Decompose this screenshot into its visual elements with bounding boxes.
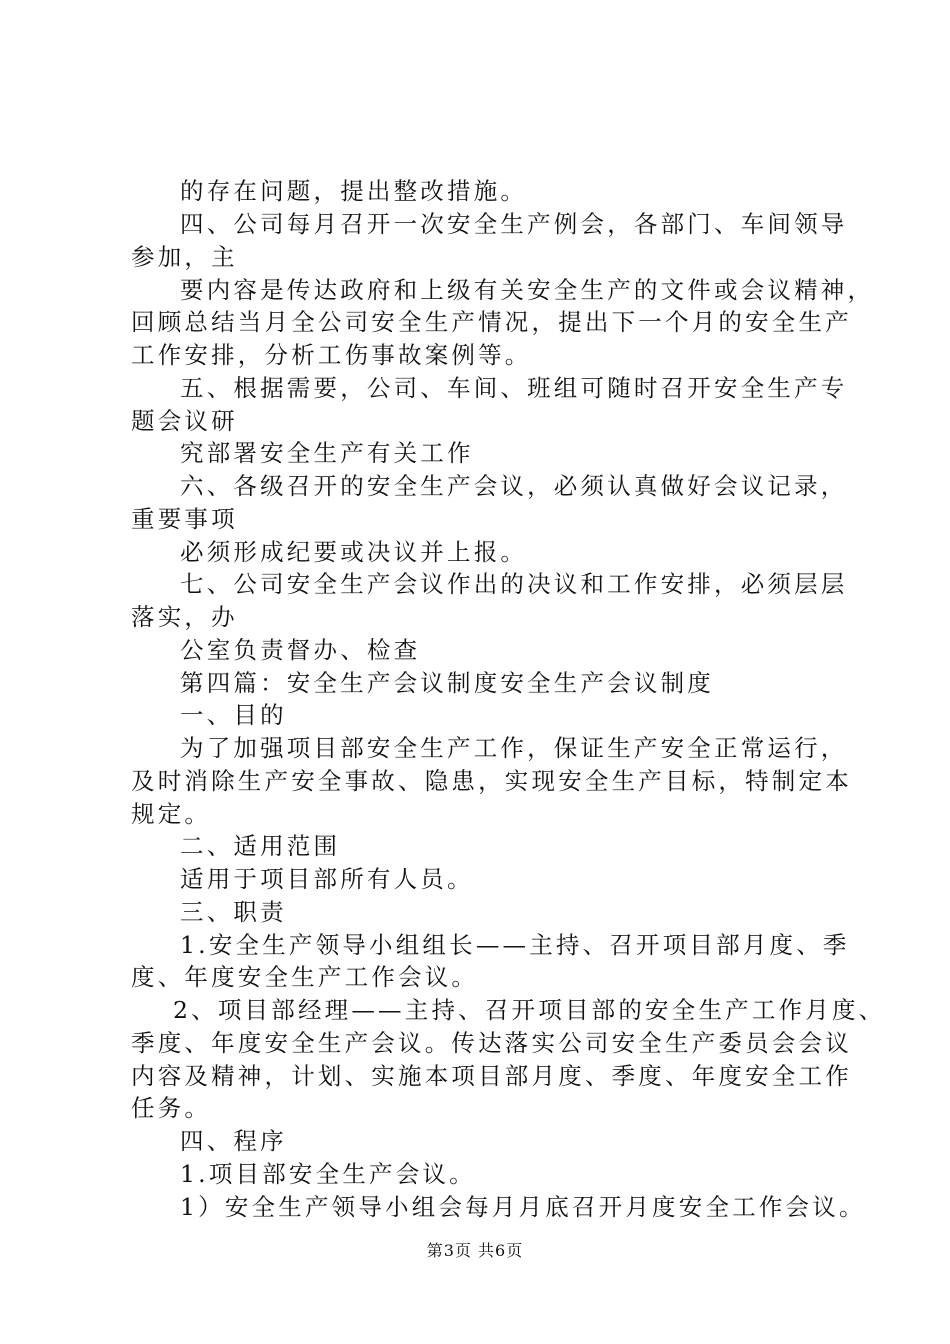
section-heading: 第四篇：安全生产会议制度安全生产会议制度 xyxy=(180,669,714,697)
text-line: 度、年度安全生产工作会议。 xyxy=(131,963,479,991)
text-line: 六、各级召开的安全生产会议，必须认真做好会议记录， xyxy=(180,472,848,500)
subsection-heading: 二、适用范围 xyxy=(180,832,341,860)
subsection-heading: 三、职责 xyxy=(180,898,287,926)
text-line: 参加，主 xyxy=(131,243,238,271)
text-line: 必须形成纪要或决议并上报。 xyxy=(180,538,528,566)
text-line: 工作安排，分析工伤事故案例等。 xyxy=(131,341,532,369)
text-line: 的存在问题，提出整改措施。 xyxy=(180,177,528,205)
page-number: 第3页 共6页 xyxy=(426,1241,524,1260)
text-line: 五、根据需要，公司、车间、班组可随时召开安全生产专 xyxy=(180,374,848,402)
text-line: 题会议研 xyxy=(131,407,238,435)
text-line: 究部署安全生产有关工作 xyxy=(180,439,474,467)
text-line: 回顾总结当月全公司安全生产情况，提出下一个月的安全生产 xyxy=(131,308,852,336)
subsection-heading: 四、程序 xyxy=(180,1127,287,1155)
text-line: 七、公司安全生产会议作出的决议和工作安排，必须层层 xyxy=(180,570,848,598)
subsection-heading: 一、目的 xyxy=(180,701,287,729)
text-line: 要内容是传达政府和上级有关安全生产的文件或会议精神， xyxy=(180,276,875,304)
text-line: 季度、年度安全生产会议。传达落实公司安全生产委员会会议 xyxy=(131,1029,852,1057)
text-line: 落实，办 xyxy=(131,603,238,631)
text-line: 1.安全生产领导小组组长——主持、召开项目部月度、季 xyxy=(180,931,850,959)
text-line: 适用于项目部所有人员。 xyxy=(180,865,474,893)
text-line: 重要事项 xyxy=(131,505,238,533)
text-line: 2、项目部经理——主持、召开项目部的安全生产工作月度、 xyxy=(173,996,886,1024)
text-line: 及时消除生产安全事故、隐患，实现安全生产目标，特制定本 xyxy=(131,767,852,795)
text-line: 为了加强项目部安全生产工作，保证生产安全正常运行， xyxy=(180,734,848,762)
text-line: 规定。 xyxy=(131,800,212,828)
text-line: 公室负责督办、检查 xyxy=(180,636,421,664)
text-line: 四、公司每月召开一次安全生产例会，各部门、车间领导 xyxy=(180,210,848,238)
text-line: 1.项目部安全生产会议。 xyxy=(180,1160,476,1188)
text-line: 内容及精神，计划、实施本项目部月度、季度、年度安全工作 xyxy=(131,1062,852,1090)
text-line: 任务。 xyxy=(131,1094,212,1122)
text-line: 1）安全生产领导小组会每月月底召开月度安全工作会议。 xyxy=(180,1193,866,1221)
